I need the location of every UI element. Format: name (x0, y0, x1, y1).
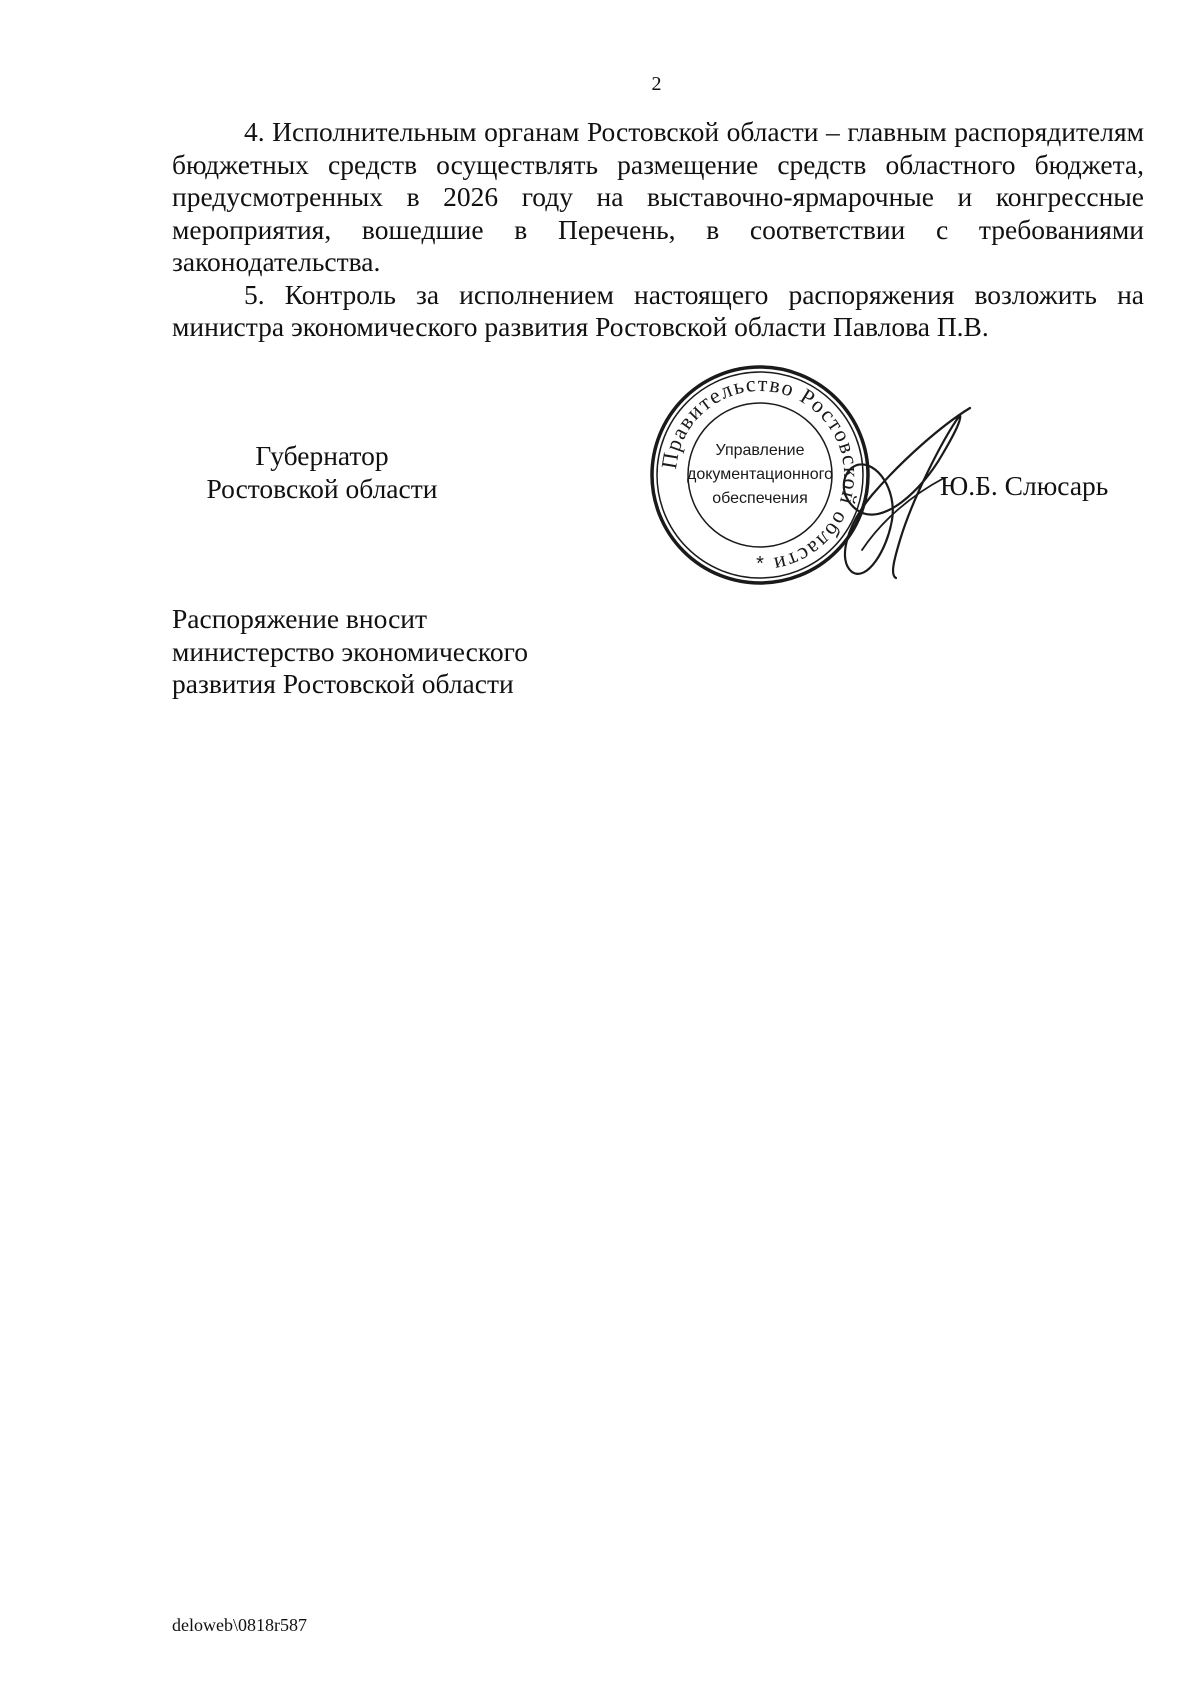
signatory-position-line-2: Ростовской области (206, 472, 438, 504)
document-body (172, 116, 1144, 344)
page-number: 2 (651, 73, 662, 95)
paragraph-5: 5. Контроль за исполнением настоящего распоряжения возложить на министра экономического развития Ростовской области Павлова П.В. (172, 278, 1144, 342)
paragraph-4: 4. Исполнительным органам Ростовской области – главным распорядителям бюджетных средств осуществлять размещение средств областного бюджета, предусмотренных в 2026 году на выставочно-ярмарочные и конгрессные мероприятия, вошедшие в Перечень, в соответствии с требованиями законодательства. (172, 116, 1144, 277)
document-registration-code: deloweb\0818r587 (172, 1615, 307, 1635)
signatory-position (172, 440, 472, 505)
introduced-by-line-3: развития Ростовской области (172, 668, 514, 699)
seal-ring-text: Правительство Ростовской области (655, 370, 865, 578)
introduced-by-line-2: министерство экономического (172, 635, 528, 667)
signatory-position-line-1: Губернатор (255, 440, 389, 471)
signatory-name: Ю.Б. Слюсарь (940, 470, 1109, 501)
seal-center-line-2: документационного (687, 466, 833, 483)
seal-center-line-3: обеспечения (712, 490, 808, 507)
seal-center-line-1: Управление (715, 442, 805, 459)
signature-block (0, 360, 1200, 600)
introduced-by-line-1: Распоряжение вносит (172, 603, 428, 634)
seal-star: * (756, 553, 764, 575)
introduced-by (172, 603, 672, 701)
